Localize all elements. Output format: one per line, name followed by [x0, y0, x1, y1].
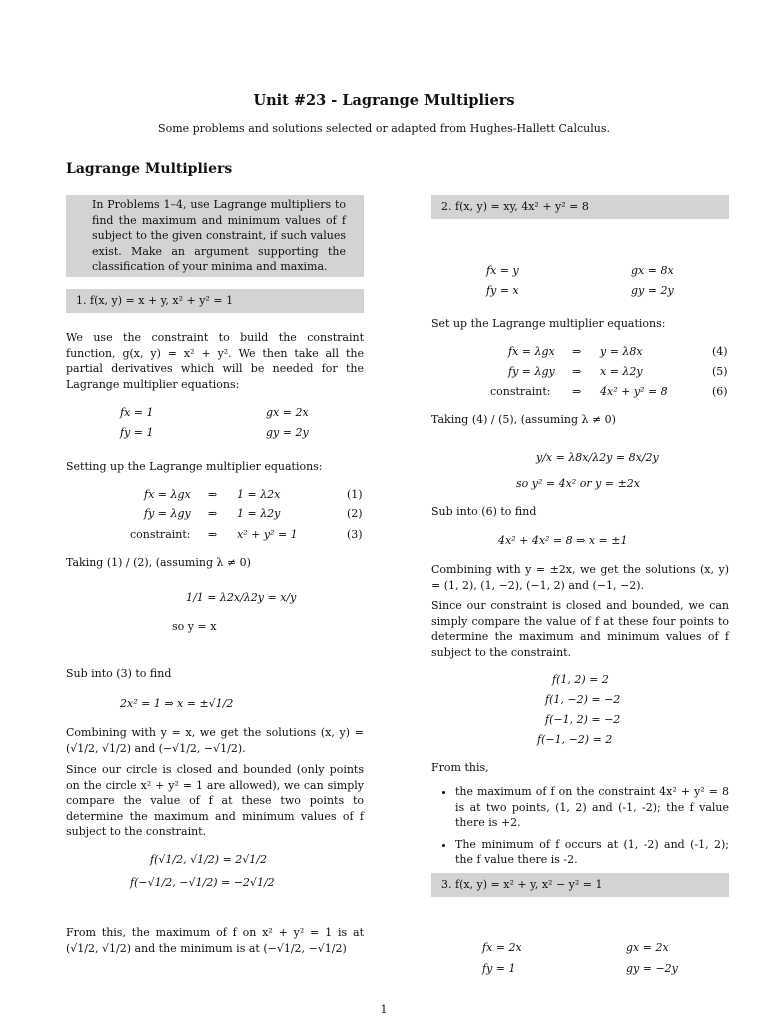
page-number: 1	[380, 1003, 388, 1016]
problem-2-bullet-max: • the maximum of f on the constraint 4x² + y² = 8 is at two points, (1, 2) and (-1, -2); the f value there is +2.	[455, 784, 729, 831]
section-heading: Lagrange Multipliers	[66, 161, 233, 177]
eq-4-number: (4)	[712, 345, 728, 358]
partial-gx-2: gx = 8x	[631, 264, 674, 277]
problem-2-bullet-list	[431, 784, 729, 874]
partial-gy-2: gy = 2y	[631, 284, 674, 297]
problem-2-sub-equation: 4x² + 4x² = 8 ⇒ x = ±1	[498, 534, 628, 547]
eq-6-lhs: constraint:	[490, 385, 551, 398]
partial-gy-1: gy = 2y	[266, 426, 309, 439]
eq-6-number: (6)	[712, 385, 728, 398]
partial-fx-2: fx = y	[486, 264, 519, 277]
eq-4-rhs: y = λ8x	[600, 345, 643, 358]
problem-1-fraction-equation: 1/1 = λ2x/λ2y = x/y	[186, 591, 297, 604]
problem-2-from-this: From this,	[431, 761, 489, 774]
problem-1-header: 1. f(x, y) = x + y, x² + y² = 1	[66, 289, 364, 313]
problem-3-header: 3. f(x, y) = x² + y, x² − y² = 1	[431, 873, 729, 897]
eq-5-arrow: ⇒	[572, 365, 582, 378]
problem-2-value-4: f(−1, −2) = 2	[537, 733, 613, 746]
problem-1-sub-equation: 2x² = 1 ⇒ x = ±√1/2	[120, 697, 234, 710]
problem-1-taking-text: Taking (1) / (2), (assuming λ ≠ 0)	[66, 556, 251, 569]
problem-1-setup-text: Setting up the Lagrange multiplier equations:	[66, 460, 323, 473]
problem-2-bullet-min: • The minimum of f occurs at (1, -2) and (-1, 2); the f value there is -2.	[455, 837, 729, 868]
problem-1-intro-text: We use the constraint to build the constraint function, g(x, y) = x² + y². We then take all the partial derivatives which will be needed for the Lagrange multiplier equations:	[66, 331, 364, 391]
problem-2-since-text: Since our constraint is closed and bounded, we can simply compare the value of f at these four points to determine the maximum and minimum values of f subject to the constraint.	[431, 599, 729, 659]
eq-3-lhs: constraint:	[130, 528, 191, 541]
page-title: Unit #23 - Lagrange Multipliers	[253, 92, 515, 109]
eq-4-arrow: ⇒	[572, 345, 582, 358]
page-subtitle: Some problems and solutions selected or adapted from Hughes-Hallett Calculus.	[158, 122, 610, 135]
problem-2-value-1: f(1, 2) = 2	[552, 673, 609, 686]
partial-fy-2: fy = x	[486, 284, 519, 297]
eq-5-number: (5)	[712, 365, 728, 378]
eq-2-rhs: 1 = λ2y	[237, 507, 281, 520]
eq-6-arrow: ⇒	[572, 385, 582, 398]
partial-fx-1: fx = 1	[120, 406, 154, 419]
partial-fy-1: fy = 1	[120, 426, 154, 439]
eq-3-number: (3)	[347, 528, 363, 541]
problem-2-value-2: f(1, −2) = −2	[545, 693, 621, 706]
problem-1-sub-text: Sub into (3) to find	[66, 667, 172, 680]
problem-2-fraction-equation: y/x = λ8x/λ2y = 8x/2y	[536, 451, 659, 464]
eq-2-arrow: ⇒	[208, 507, 218, 520]
problem-1-combining-text: Combining with y = x, we get the solutions (x, y) = (√1/2, √1/2) and (−√1/2, −√1/2).	[66, 726, 364, 755]
eq-1-lhs: fx = λgx	[144, 488, 191, 501]
instructions-box: In Problems 1–4, use Lagrange multipliers to find the maximum and minimum values of f subject to the given constraint, if such values exist. Make an argument supporting the classification of your minima and maxima.	[66, 195, 364, 277]
problem-1-so-text: so y = x	[172, 620, 217, 633]
eq-5-lhs: fy = λgy	[508, 365, 555, 378]
eq-4-lhs: fx = λgx	[508, 345, 555, 358]
problem-1-value-min: f(−√1/2, −√1/2) = −2√1/2	[130, 876, 275, 889]
eq-5-rhs: x = λ2y	[600, 365, 643, 378]
eq-2-lhs: fy = λgy	[144, 507, 191, 520]
eq-1-arrow: ⇒	[208, 488, 218, 501]
eq-1-rhs: 1 = λ2x	[237, 488, 281, 501]
eq-3-rhs: x² + y² = 1	[237, 528, 298, 541]
eq-2-number: (2)	[347, 507, 363, 520]
problem-1-since-text: Since our circle is closed and bounded (only points on the circle x² + y² = 1 are allowed), we can simply compare the value of f at these two points to determine the maximum and minimum values of f subject to the constraint.	[66, 763, 364, 838]
problem-2-so-text: so y² = 4x² or y = ±2x	[516, 477, 640, 490]
partial-gy-3: gy = −2y	[626, 962, 678, 975]
problem-2-combining-text: Combining with y = ±2x, we get the solutions (x, y) = (1, 2), (1, −2), (−1, 2) and (−1, −2).	[431, 563, 729, 592]
problem-2-setup-text: Set up the Lagrange multiplier equations:	[431, 317, 666, 330]
problem-1-value-max: f(√1/2, √1/2) = 2√1/2	[150, 853, 267, 866]
eq-1-number: (1)	[347, 488, 363, 501]
problem-2-header: 2. f(x, y) = xy, 4x² + y² = 8	[431, 195, 729, 219]
problem-2-taking-text: Taking (4) / (5), (assuming λ ≠ 0)	[431, 413, 616, 426]
problem-1-conclusion: From this, the maximum of f on x² + y² = 1 is at (√1/2, √1/2) and the minimum is at (−√1/2, −√1/2)	[66, 926, 364, 955]
partial-gx-1: gx = 2x	[266, 406, 309, 419]
eq-6-rhs: 4x² + y² = 8	[600, 385, 668, 398]
partial-fy-3: fy = 1	[482, 962, 516, 975]
partial-gx-3: gx = 2x	[626, 941, 669, 954]
eq-3-arrow: ⇒	[208, 528, 218, 541]
problem-2-value-3: f(−1, 2) = −2	[545, 713, 621, 726]
problem-2-sub-text: Sub into (6) to find	[431, 505, 537, 518]
partial-fx-3: fx = 2x	[482, 941, 522, 954]
